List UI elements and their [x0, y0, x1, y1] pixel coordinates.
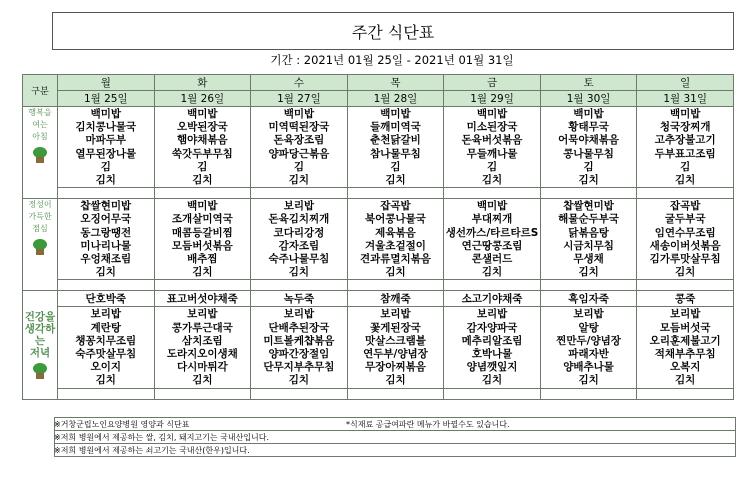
menu-item: 적채부추무침 — [654, 348, 716, 361]
menu-item: 백미밥 — [187, 108, 218, 120]
day-header: 토 — [540, 75, 637, 91]
menu-item: 잡곡밥 — [669, 200, 701, 213]
menu-cell — [58, 307, 155, 388]
spacer-cell — [251, 280, 348, 291]
menu-item: 감자양파국 — [466, 321, 518, 334]
spacer-cell — [154, 188, 251, 199]
period-text: 기간 : 2021년 01월 25일 - 2021년 01월 31일 — [270, 53, 514, 67]
menu-item: 시금치무침 — [563, 239, 614, 252]
menu-item: 보리밥 — [669, 308, 701, 321]
menu-cell — [444, 307, 541, 388]
spacer-cell — [58, 280, 155, 291]
menu-item: 돈육버섯볶음 — [461, 134, 523, 147]
menu-item: 김치 — [95, 174, 116, 187]
plant-icon — [32, 363, 48, 379]
menu-item: 콘샐러드 — [471, 253, 513, 266]
menu-item: 백미밥 — [476, 108, 508, 120]
spacer-cell — [637, 388, 734, 399]
menu-item: 양배추나물 — [563, 361, 614, 374]
menu-cell — [444, 107, 541, 188]
porridge-item: 단호박죽 — [58, 291, 155, 307]
menu-item: 보리밥 — [380, 308, 411, 321]
menu-item: 백미밥 — [283, 108, 315, 120]
menu-item: 미나리나물 — [80, 239, 132, 252]
menu-item: 미소된장국 — [466, 121, 518, 134]
menu-item: 김치 — [578, 174, 599, 187]
menu-cell — [347, 199, 444, 280]
menu-item: 백미밥 — [380, 108, 411, 120]
menu-item: 닭볶음탕 — [568, 226, 609, 239]
menu-item: 겨울초겉절이 — [365, 239, 426, 252]
menu-item: 보리밥 — [283, 308, 315, 321]
menu-cell — [251, 307, 348, 388]
menu-item: 무들깨나물 — [466, 147, 518, 160]
menu-cell — [540, 307, 637, 388]
menu-item: 춘천닭갈비 — [370, 134, 421, 147]
menu-item: 양념깻잎지 — [466, 361, 518, 374]
menu-item: 열무된장나물 — [75, 147, 137, 160]
menu-cell — [347, 307, 444, 388]
menu-cell — [347, 107, 444, 188]
menu-item: 매콤등갈비찜 — [171, 226, 233, 239]
menu-item: 오이지 — [90, 361, 121, 374]
spacer-cell — [347, 280, 444, 291]
menu-item: 청국장찌개 — [659, 121, 711, 134]
menu-item: 무생채 — [573, 253, 604, 266]
menu-item: 연두부/양념장 — [363, 348, 428, 361]
menu-item: 미트볼케챱볶음 — [263, 334, 335, 347]
menu-cell — [154, 307, 251, 388]
porridge-item: 표고버섯야채죽 — [154, 291, 251, 307]
menu-item: 양파당근볶음 — [268, 147, 330, 160]
spacer-cell — [347, 388, 444, 399]
menu-item: 단무지부추무침 — [263, 361, 335, 374]
menu-item: 잡곡밥 — [380, 200, 411, 213]
menu-item: 돈육장조림 — [273, 134, 325, 147]
menu-item: 어묵야채볶음 — [558, 134, 620, 147]
menu-item: 도라지오이생채 — [166, 348, 238, 361]
menu-item: 조개살미역국 — [171, 213, 233, 226]
porridge-item: 소고기야채죽 — [444, 291, 541, 307]
menu-item: 돈육김치찌개 — [268, 213, 330, 226]
menu-item: 마파두부 — [85, 134, 127, 147]
menu-item: 임연수무조림 — [654, 226, 716, 239]
menu-item: 김치 — [192, 266, 213, 279]
menu-item: 오징어무국 — [80, 213, 132, 226]
meal-label-line: 저녁 — [29, 347, 51, 360]
day-header: 화 — [154, 75, 251, 91]
menu-item: 새송이버섯볶음 — [649, 239, 721, 252]
date-header: 1월 29일 — [444, 91, 541, 107]
meal-label-line: 행복을 — [28, 108, 52, 117]
menu-item: 굴두부국 — [664, 213, 706, 226]
menu-item: 보리밥 — [187, 308, 218, 321]
meal-label-line: 가득한 — [28, 212, 52, 222]
menu-item: 오리훈제불고기 — [649, 334, 721, 347]
menu-item: 백미밥 — [669, 108, 701, 120]
menu-item: 쑥갓두부무침 — [171, 147, 233, 160]
menu-item: 김치 — [288, 266, 310, 279]
menu-item: 김 — [197, 160, 208, 173]
menu-item: 북어콩나물국 — [365, 213, 426, 226]
menu-item: 보리밥 — [573, 308, 604, 321]
menu-item: 보리밥 — [283, 200, 315, 213]
spacer-cell — [58, 188, 155, 199]
menu-item: 보리밥 — [476, 308, 508, 321]
menu-item: 백미밥 — [573, 108, 604, 120]
meal-label — [23, 291, 58, 399]
spacer-cell — [540, 188, 637, 199]
porridge-item: 참깨죽 — [347, 291, 444, 307]
menu-item: 배추찜 — [187, 253, 218, 266]
menu-item: 생선까스/타르타르S — [445, 226, 539, 239]
menu-item: 우엉채조림 — [80, 253, 132, 266]
spacer-cell — [444, 280, 541, 291]
menu-item: 김치 — [95, 266, 116, 279]
menu-item: 참나물무침 — [370, 147, 421, 160]
menu-item: 김치 — [481, 374, 503, 387]
footer-beef-origin: ※저희 병원에서 제공하는 쇠고기는 국내산(한우)입니다. — [54, 446, 250, 455]
day-header: 수 — [251, 75, 348, 91]
page-title: 주간 식단표 — [52, 12, 734, 50]
porridge-item: 콩죽 — [637, 291, 734, 307]
plant-icon — [32, 239, 48, 255]
menu-item: 김 — [293, 160, 304, 173]
porridge-item: 흑임자죽 — [540, 291, 637, 307]
meal-label — [23, 107, 58, 199]
menu-item: 찹쌀현미밥 — [80, 200, 132, 213]
menu-item: 견과류멸치볶음 — [359, 253, 431, 266]
date-header: 1월 25일 — [58, 91, 155, 107]
date-header: 1월 30일 — [540, 91, 637, 107]
menu-cell — [540, 199, 637, 280]
menu-item: 황태무국 — [568, 121, 609, 134]
day-header: 금 — [444, 75, 541, 91]
spacer-cell — [444, 388, 541, 399]
menu-item: 찹쌀현미밥 — [563, 200, 614, 213]
menu-item: 김 — [486, 160, 498, 173]
spacer-cell — [251, 388, 348, 399]
section-label-header: 구분 — [23, 75, 58, 107]
menu-cell — [251, 199, 348, 280]
date-header: 1월 31일 — [637, 91, 734, 107]
meal-label-line: 정성이 — [28, 200, 52, 210]
meal-label-line: 생각하는 — [24, 323, 56, 348]
menu-item: 동그랑땡전 — [80, 226, 132, 239]
day-header: 일 — [637, 75, 734, 91]
menu-item: 삼치조림 — [182, 334, 223, 347]
menu-item: 콩가루근대국 — [171, 321, 233, 334]
menu-item: 양파간장절임 — [268, 348, 330, 361]
menu-item: 오박된장국 — [176, 121, 228, 134]
menu-item: 코다리강정 — [273, 226, 325, 239]
menu-item: 햄야채볶음 — [176, 134, 228, 147]
menu-cell — [251, 107, 348, 188]
menu-cell — [637, 199, 734, 280]
spacer-cell — [637, 188, 734, 199]
menu-item: 김치 — [192, 174, 213, 187]
menu-item: 김치 — [385, 174, 406, 187]
footer-notice: *식재료 공급여파란 메뉴가 바뀔수도 있습니다. — [346, 420, 510, 429]
menu-item: 김 — [583, 160, 594, 173]
menu-item: 오복지 — [669, 361, 701, 374]
menu-item: 김 — [100, 160, 111, 173]
menu-item: 제육볶음 — [375, 226, 416, 239]
menu-item: 숙주나물무침 — [268, 253, 330, 266]
menu-item: 콩나물무침 — [563, 147, 614, 160]
spacer-cell — [154, 280, 251, 291]
menu-item: 맛살스크램블 — [365, 334, 426, 347]
spacer-cell — [444, 188, 541, 199]
menu-item: 다시마튀각 — [176, 361, 228, 374]
menu-cell — [58, 199, 155, 280]
day-header: 목 — [347, 75, 444, 91]
menu-item: 고추장불고기 — [654, 134, 716, 147]
menu-cell — [154, 107, 251, 188]
menu-cell — [58, 107, 155, 188]
menu-item: 미역떡된장국 — [268, 121, 330, 134]
menu-cell — [154, 199, 251, 280]
spacer-cell — [540, 388, 637, 399]
plant-icon — [32, 147, 48, 163]
porridge-item: 녹두죽 — [251, 291, 348, 307]
menu-item: 김 — [680, 160, 691, 173]
menu-cell — [540, 107, 637, 188]
menu-item: 들깨미역국 — [370, 121, 421, 134]
menu-item: 김치콩나물국 — [75, 121, 137, 134]
menu-item: 숙주맛살무침 — [75, 348, 137, 361]
date-header: 1월 28일 — [347, 91, 444, 107]
menu-item: 김치 — [385, 374, 406, 387]
meal-label-line: 아침 — [32, 132, 48, 141]
spacer-cell — [251, 188, 348, 199]
menu-item: 김치 — [675, 266, 696, 279]
footer-org: ※거창군립노인요양병원 영양과 식단표 — [54, 420, 190, 429]
menu-item: 호박나물 — [471, 348, 513, 361]
spacer-cell — [637, 280, 734, 291]
menu-item: 꽃게된장국 — [370, 321, 421, 334]
menu-item: 김가루맛살무침 — [649, 253, 721, 266]
menu-item: 단배추된장국 — [268, 321, 330, 334]
date-header: 1월 26일 — [154, 91, 251, 107]
menu-item: 계란탕 — [90, 321, 121, 334]
menu-item: 부대찌개 — [471, 213, 513, 226]
menu-item: 김치 — [192, 374, 213, 387]
menu-item: 무장아찌볶음 — [365, 361, 426, 374]
meal-label-line: 건강을 — [24, 311, 56, 324]
menu-cell — [444, 199, 541, 280]
meal-label-line: 점심 — [32, 224, 48, 234]
menu-item: 모듬버섯국 — [659, 321, 711, 334]
menu-item: 찐만두/양념장 — [556, 334, 621, 347]
date-header: 1월 27일 — [251, 91, 348, 107]
menu-item: 김치 — [385, 266, 406, 279]
spacer-cell — [58, 388, 155, 399]
menu-item: 김치 — [481, 266, 503, 279]
menu-item: 백미밥 — [476, 200, 508, 213]
menu-item: 김치 — [95, 374, 116, 387]
weekly-menu-table — [22, 74, 734, 400]
menu-item: 감자조림 — [278, 239, 320, 252]
meal-label — [23, 199, 58, 291]
spacer-cell — [347, 188, 444, 199]
menu-item: 김치 — [675, 174, 696, 187]
menu-item: 챙꽁치무조림 — [75, 334, 137, 347]
menu-item: 김 — [390, 160, 401, 173]
day-header: 월 — [58, 75, 155, 91]
spacer-cell — [154, 388, 251, 399]
footer-rice-origin: ※저희 병원에서 제공하는 쌀, 김치, 돼지고기는 국내산입니다. — [54, 433, 270, 442]
menu-item: 김치 — [288, 174, 310, 187]
menu-item: 파래자반 — [568, 348, 609, 361]
menu-item: 김치 — [578, 374, 599, 387]
menu-item: 메추리알조림 — [461, 334, 523, 347]
menu-item: 김치 — [578, 266, 599, 279]
menu-item: 알탕 — [578, 321, 599, 334]
menu-item: 김치 — [481, 174, 503, 187]
menu-item: 김치 — [675, 374, 696, 387]
menu-item: 김치 — [288, 374, 310, 387]
menu-item: 두부표고조림 — [654, 147, 716, 160]
menu-item: 백미밥 — [90, 108, 121, 120]
menu-item: 보리밥 — [90, 308, 121, 321]
meal-label-line: 여는 — [32, 120, 48, 129]
menu-item: 해물순두부국 — [558, 213, 620, 226]
menu-item: 연근땅콩조림 — [461, 239, 523, 252]
menu-item: 모듬버섯볶음 — [171, 239, 233, 252]
menu-cell — [637, 107, 734, 188]
spacer-cell — [540, 280, 637, 291]
menu-cell — [637, 307, 734, 388]
menu-item: 백미밥 — [187, 200, 218, 213]
